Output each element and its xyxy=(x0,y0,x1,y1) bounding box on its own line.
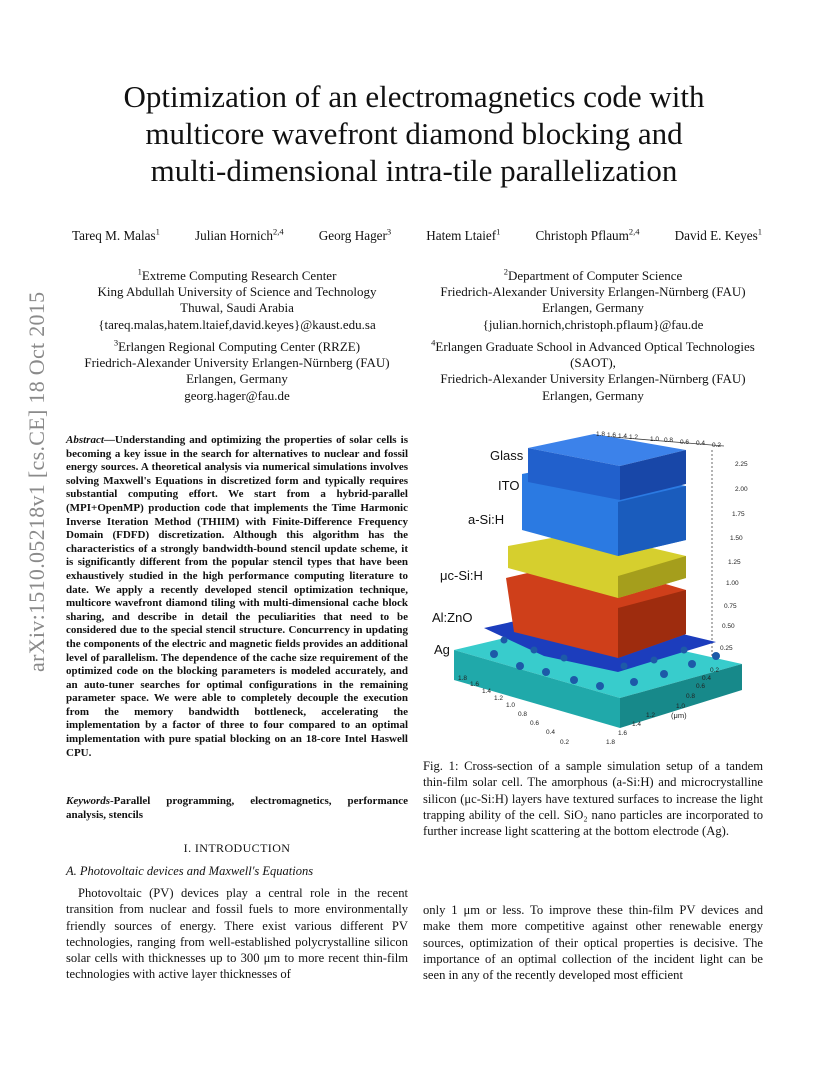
author: Christoph Pflaum$^{2,4}$ xyxy=(535,226,640,243)
title-line: multi-dimensional intra-tile parallelization xyxy=(150,153,678,188)
section-heading: I. INTRODUCTION xyxy=(183,841,291,855)
body-text-right: only 1 μm or less. To improve these thin-film PV devices and make them more competitive against other renewable energy sources, optimization of their optical properties is decisive. The importance of an optimal collection of the incident light can be seen in any of the recently developed most efficient xyxy=(423,903,763,983)
svg-text:2.00: 2.00 xyxy=(735,486,748,493)
keywords-label: Keywords xyxy=(66,795,110,807)
svg-text:1.25: 1.25 xyxy=(728,559,741,566)
body-text-left: Photovoltaic (PV) devices play a central role in the recent transition from nuclear and fossil fuels to more environmentally friendly sources of energy. There exist various different PV technologies, ranging from well-established polycrystalline silicon solar cells with thicknesses up to 300 μm to more recent thin-film technologies with active layer thicknesses of xyxy=(66,886,408,982)
svg-text:0.75: 0.75 xyxy=(724,603,737,610)
author: Hatem Ltaief$^1$ xyxy=(426,226,501,243)
svg-text:1.6: 1.6 xyxy=(470,681,480,688)
label-usi: μc-Si:H xyxy=(440,568,483,583)
svg-text:1.2: 1.2 xyxy=(629,434,639,441)
svg-text:0.25: 0.25 xyxy=(720,645,733,652)
affiliation-3: $^3$Erlangen Regional Computing Center (RRZE) Friedrich-Alexander University Erlangen-Nürnberg (FAU) Erlangen, Germany georg.hager@fau.de xyxy=(84,337,390,403)
title-line: Optimization of an electromagnetics code with xyxy=(123,79,705,114)
label-alzno: Al:ZnO xyxy=(432,610,473,625)
author: Georg Hager$^3$ xyxy=(318,226,392,243)
svg-text:1.4: 1.4 xyxy=(482,688,492,695)
right-axis-ticks xyxy=(720,461,748,652)
author: Julian Hornich$^{2,4}$ xyxy=(194,226,284,243)
svg-text:0.2: 0.2 xyxy=(710,667,720,674)
svg-text:1.75: 1.75 xyxy=(732,511,745,518)
keywords-text: -Parallel programming, electromagnetics, performance analysis, stencils xyxy=(66,795,408,821)
svg-text:1.8: 1.8 xyxy=(458,675,468,682)
svg-text:1.0: 1.0 xyxy=(650,436,660,443)
figure-caption: Fig. 1: Cross-section of a sample simulation setup of a tandem thin-film solar cell. The amorphous (a-Si:H) and microcrystalline silicon (μc-Si:H) layers have textured surfaces to increase the light trapping ability of the cell. SiO₂ nano particles are incorporated to further increase light scattering at the bottom electrode (Ag). xyxy=(423,759,763,839)
svg-text:1.4: 1.4 xyxy=(618,433,628,440)
arxiv-stamp-text: arXiv:1510.05218v1 [cs.CE] 18 Oct 2015 xyxy=(24,291,49,672)
abstract xyxy=(66,434,408,760)
affiliation-2: $^2$Department of Computer Science Friedrich-Alexander University Erlangen-Nürnberg (FAU) Erlangen, Germany {julian.hornich,christoph.pflaum}@fau.de xyxy=(440,266,746,332)
svg-text:0.6: 0.6 xyxy=(696,683,706,690)
author: David E. Keyes$^1$ xyxy=(674,226,762,243)
svg-text:0.8: 0.8 xyxy=(686,693,696,700)
svg-text:1.50: 1.50 xyxy=(730,535,743,542)
svg-text:0.50: 0.50 xyxy=(722,623,735,630)
svg-text:0.4: 0.4 xyxy=(546,729,556,736)
abstract-text: —Understanding and optimizing the properties of solar cells is becoming a key issue in the search for alternatives to nuclear and fossil energy sources. A theoretical analysis via numerical simulations involves solving Maxwell's Equations in discretized form and typically requires substantial computing effort. We start from a hybrid-parallel (MPI+OpenMP) production code that implements the Time Harmonic Inverse Iteration Method (THIIM) with Finite-Difference Frequency Domain (FDFD) discretization. Although this algorithm has the characteristics of a strongly bandwidth-bound stencil update scheme, it is significantly different from the popular stencil types that have been exhaustively studied in the high performance computing literature to date. We apply a recently developed stencil optimization technique, multicore wavefront diamond tiling with multi-dimensional cache block sharing, and describe in detail the peculiarities that need to be considered due to the special stencil structure. Concurrency in updating the components of the electric and magnetic fields provides an additional level of parallelism. The dependence of the cache size requirement of the optimized code on the blocking parameters is modeled accurately, and an auto-tuner searches for optimal configurations in the remaining parameter space. We were able to completely decouple the execution from the memory bandwidth bottleneck, accelerating the implementation by a factor of three to four compared to an optimal implementation with pure spatial blocking on an 18-core Intel Haswell CPU. xyxy=(66,434,408,759)
svg-text:1.8: 1.8 xyxy=(606,739,616,746)
label-glass: Glass xyxy=(490,448,524,463)
svg-text:0.2: 0.2 xyxy=(560,739,570,746)
svg-text:0.8: 0.8 xyxy=(518,711,528,718)
author-list xyxy=(72,228,762,244)
label-ito: ITO xyxy=(498,478,520,493)
affiliation-4: $^4$Erlangen Graduate School in Advanced Optical Technologies (SAOT), Friedrich-Alexander University Erlangen-Nürnberg (FAU) Erlangen, Germany xyxy=(431,337,755,403)
svg-text:0.2: 0.2 xyxy=(712,442,722,449)
subsection-heading: A. Photovoltaic devices and Maxwell's Equations xyxy=(66,864,314,878)
label-ag: Ag xyxy=(434,642,450,657)
figure-1 xyxy=(424,428,766,754)
svg-text:1.6: 1.6 xyxy=(607,432,617,439)
unit-label: (μm) xyxy=(671,711,687,720)
svg-text:1.0: 1.0 xyxy=(506,702,516,709)
svg-text:1.6: 1.6 xyxy=(618,730,628,737)
paper-title xyxy=(60,78,768,189)
svg-text:1.2: 1.2 xyxy=(494,695,504,702)
label-asi: a-Si:H xyxy=(468,512,505,527)
arxiv-stamp xyxy=(24,291,50,680)
affiliation-1: $^1$Extreme Computing Research Center King Abdullah University of Science and Technology Thuwal, Saudi Arabia {tareq.malas,hatem.ltaief,david.keyes}@kaust.edu.sa xyxy=(97,266,377,332)
svg-text:0.6: 0.6 xyxy=(680,439,690,446)
svg-text:1.4: 1.4 xyxy=(632,721,642,728)
svg-text:0.6: 0.6 xyxy=(530,720,540,727)
svg-text:2.25: 2.25 xyxy=(735,461,748,468)
keywords xyxy=(66,795,408,822)
author: Tareq M. Malas$^1$ xyxy=(72,226,160,243)
svg-text:0.8: 0.8 xyxy=(664,437,674,444)
abstract-label: Abstract xyxy=(66,434,104,446)
svg-text:0.4: 0.4 xyxy=(702,675,712,682)
svg-text:1.00: 1.00 xyxy=(726,580,739,587)
svg-text:1.8: 1.8 xyxy=(596,431,606,438)
solar-cell-figure xyxy=(424,428,766,754)
title-line: multicore wavefront diamond blocking and xyxy=(145,116,683,151)
svg-text:1.0: 1.0 xyxy=(676,703,686,710)
svg-text:0.4: 0.4 xyxy=(696,440,706,447)
svg-text:1.2: 1.2 xyxy=(646,712,656,719)
